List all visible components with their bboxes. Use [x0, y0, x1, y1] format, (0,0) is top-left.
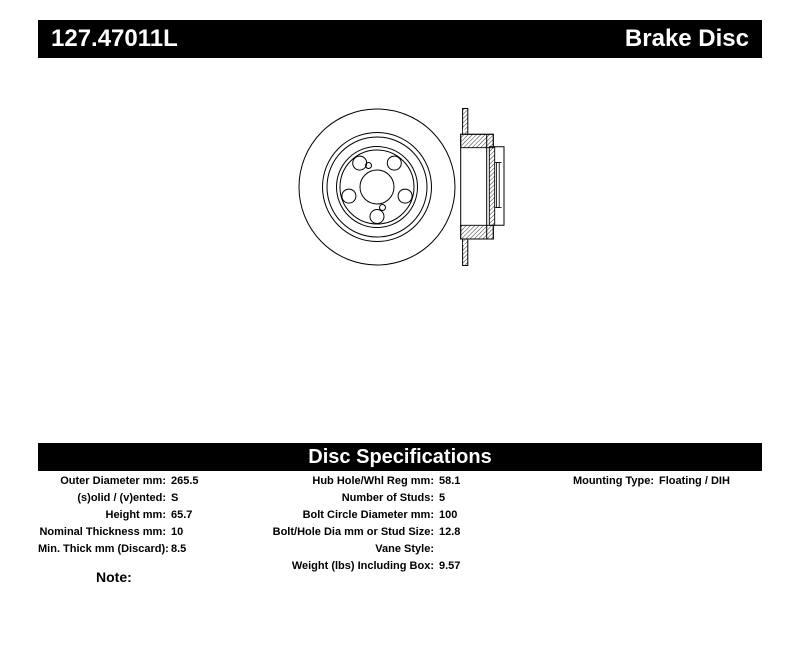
spec-row — [38, 507, 268, 524]
spec-label: (s)olid / (v)ented: — [77, 492, 166, 504]
spec-row — [264, 507, 508, 524]
spec-label: Vane Style: — [375, 543, 434, 555]
spec-value: 9.57 — [439, 560, 461, 572]
hat-outer-circle — [337, 147, 418, 228]
spec-value: 5 — [439, 492, 446, 504]
front-view — [299, 109, 455, 265]
spec-value: 8.5 — [171, 543, 187, 555]
spec-value: 10 — [171, 526, 184, 538]
spec-value: Floating / DIH — [659, 475, 730, 487]
screw-hole — [380, 205, 386, 211]
plate-notch — [463, 242, 465, 246]
stud-hole — [398, 189, 412, 203]
hat-top-wall — [461, 134, 494, 147]
braking-surface-inner-circle — [327, 137, 427, 237]
header-bar — [38, 20, 762, 58]
spec-label: Outer Diameter mm: — [60, 475, 166, 487]
spec-row — [264, 524, 508, 541]
spec-value: S — [171, 492, 179, 504]
mounting-flange-section — [489, 147, 494, 226]
spec-label: Number of Studs: — [341, 492, 434, 504]
spec-label: Nominal Thickness mm: — [39, 526, 166, 538]
spec-row — [38, 473, 268, 490]
spec-row — [38, 524, 268, 541]
spec-value: 65.7 — [171, 509, 193, 521]
spec-label: Bolt/Hole Dia mm or Stud Size: — [272, 526, 434, 538]
note-label: Note: — [96, 569, 132, 585]
plate-notch — [463, 129, 465, 133]
spec-label: Min. Thick mm (Discard): — [38, 543, 169, 555]
hat-inner-circle — [340, 150, 414, 224]
spec-label: Weight (lbs) Including Box: — [291, 560, 434, 572]
side-section-view — [461, 109, 504, 266]
spec-value: 12.8 — [439, 526, 461, 538]
spec-value: 100 — [439, 509, 458, 521]
spec-label: Bolt Circle Diameter mm: — [302, 509, 434, 521]
spec-value: 265.5 — [171, 475, 199, 487]
spec-label: Hub Hole/Whl Reg mm: — [312, 475, 434, 487]
product-title: Brake Disc — [624, 25, 749, 52]
spec-column-left — [38, 473, 268, 558]
flange-stud-hole-hidden-line — [497, 163, 500, 208]
spec-row — [264, 541, 508, 558]
spec-column-right — [514, 473, 764, 490]
brake-disc-drawing-svg — [295, 100, 510, 275]
spec-label: Mounting Type: — [572, 475, 654, 487]
spec-row — [38, 490, 268, 507]
spec-section-header — [38, 443, 762, 471]
stud-hole — [387, 156, 401, 170]
stud-hole — [342, 189, 356, 203]
spec-row — [514, 473, 764, 490]
hat-bottom-wall — [461, 225, 494, 239]
stud-hole — [353, 156, 367, 170]
stud-hole — [370, 210, 384, 224]
brake-disc-drawing — [295, 100, 510, 275]
spec-label: Height mm: — [105, 509, 166, 521]
spec-row — [38, 541, 268, 558]
spec-column-middle — [264, 473, 508, 575]
spec-row — [264, 490, 508, 507]
braking-surface-outer-circle — [323, 133, 432, 242]
spec-section-title: Disc Specifications — [308, 446, 492, 468]
center-bore-circle — [360, 170, 394, 204]
spec-row — [264, 558, 508, 575]
part-number: 127.47011L — [51, 25, 178, 52]
spec-value: 58.1 — [439, 475, 461, 487]
spec-row — [264, 473, 508, 490]
